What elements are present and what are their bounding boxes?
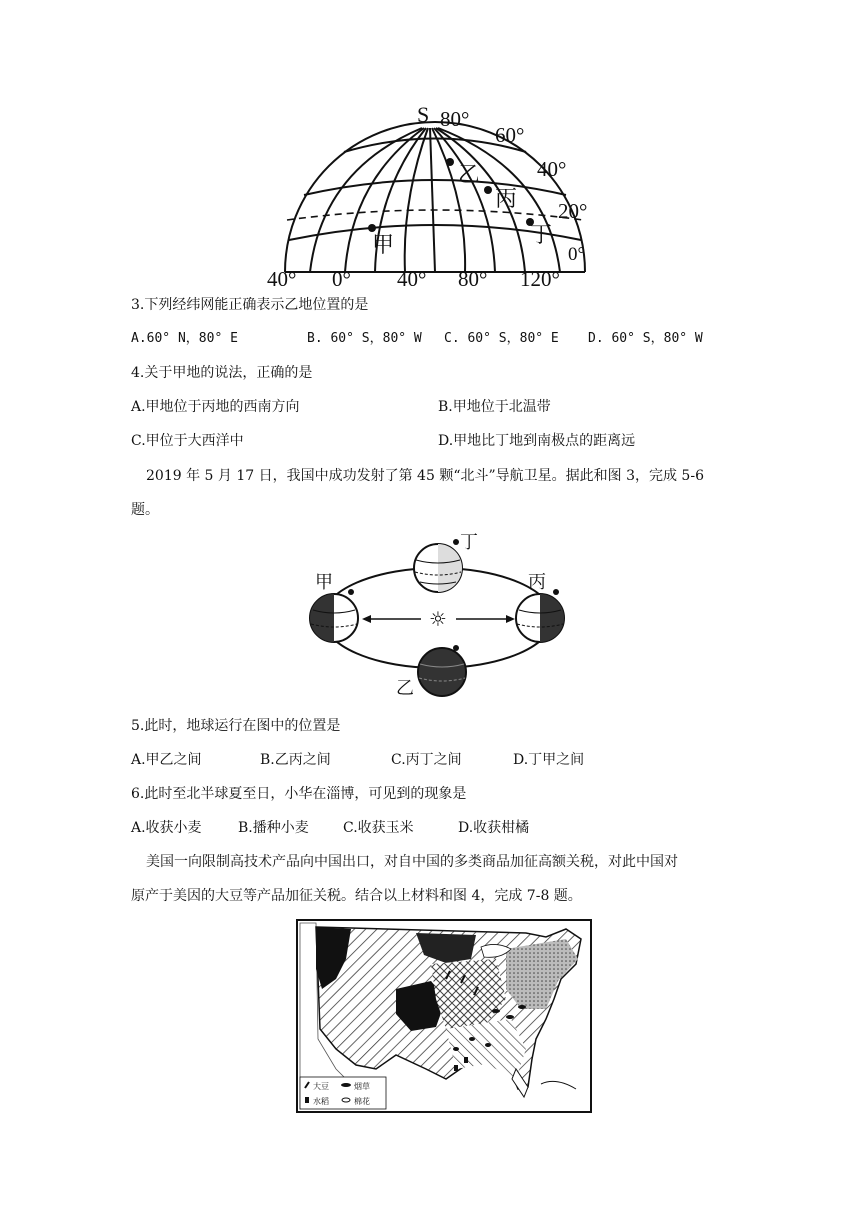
map-legend bbox=[300, 1077, 386, 1109]
label-yi: 乙 bbox=[458, 162, 481, 187]
label-yi: 乙 bbox=[396, 678, 414, 699]
tobacco-icon bbox=[506, 1015, 514, 1019]
graticule-diagram bbox=[262, 100, 602, 290]
q4-option-a: A.甲地位于丙地的西南方向 bbox=[131, 399, 300, 415]
label-lat80: 80° bbox=[440, 107, 470, 131]
label-lat0: 0° bbox=[568, 244, 586, 265]
intro78-line1: 美国一向限制高技术产品向中国出口，对自中国的多类商品加征高额关税，对此中国对 bbox=[146, 854, 678, 870]
meridian-line bbox=[430, 128, 435, 272]
intro56-line2: 题。 bbox=[131, 502, 159, 518]
earth-ding bbox=[414, 539, 462, 592]
label-lat20: 20° bbox=[558, 199, 588, 223]
q6-option-b: B.播种小麦 bbox=[238, 820, 309, 836]
q4-option-d: D.甲地比丁地到南极点的距离远 bbox=[438, 433, 636, 449]
point-yi bbox=[446, 158, 454, 166]
lon-label: 0° bbox=[332, 267, 351, 290]
q4-option-c: C.甲位于大西洋中 bbox=[131, 433, 244, 449]
q6-option-a: A.收获小麦 bbox=[131, 820, 202, 836]
sun-icon: ☼ bbox=[429, 607, 447, 631]
q3-option-c: C. 60° S，80° E bbox=[444, 331, 559, 346]
intro78-line2: 原产于美因的大豆等产品加征关税。结合以上材料和图 4，完成 7-8 题。 bbox=[131, 888, 582, 904]
legend-cotton: 棉花 bbox=[354, 1097, 370, 1106]
label-lat60: 60° bbox=[495, 123, 525, 147]
lon-label: 40° bbox=[397, 267, 427, 290]
figure-orbit bbox=[296, 530, 568, 700]
lon-label: 80° bbox=[458, 267, 488, 290]
label-bing: 丙 bbox=[528, 572, 546, 593]
label-lat40: 40° bbox=[537, 157, 567, 181]
label-jia: 甲 bbox=[315, 572, 333, 593]
q3-option-a: A.60° N，80° E bbox=[131, 331, 238, 346]
label-ding: 丁 bbox=[460, 532, 478, 553]
rice-icon bbox=[454, 1065, 458, 1071]
earth-yi bbox=[418, 645, 466, 696]
legend-rice-icon bbox=[305, 1097, 309, 1103]
tobacco-icon bbox=[518, 1005, 526, 1009]
legend-tobacco: 烟草 bbox=[354, 1082, 370, 1091]
meridian-line bbox=[432, 128, 465, 272]
rice-icon bbox=[464, 1057, 468, 1063]
q5-option-c: C.丙丁之间 bbox=[391, 752, 462, 768]
q3-option-b: B. 60° S，80° W bbox=[307, 331, 422, 346]
arrowhead-left bbox=[362, 615, 371, 623]
q4-option-b: B.甲地位于北温带 bbox=[438, 399, 551, 415]
figure-graticule bbox=[262, 100, 602, 290]
us-crop-map bbox=[296, 919, 592, 1113]
figure-us-crop-map bbox=[296, 919, 592, 1113]
q3-stem: 3.下列经纬网能正确表示乙地位置的是 bbox=[131, 297, 369, 313]
cotton-icon bbox=[453, 1047, 459, 1051]
intro56-line1: 2019 年 5 月 17 日，我国中成功发射了第 45 颗“北斗”导航卫星。据此和图 3，完成 5-6 bbox=[146, 468, 704, 484]
q5-option-a: A.甲乙之间 bbox=[131, 752, 202, 768]
q5-stem: 5.此时，地球运行在图中的位置是 bbox=[131, 718, 341, 734]
tobacco-icon bbox=[492, 1009, 500, 1013]
earth-bing bbox=[516, 589, 564, 642]
meridian-line bbox=[405, 128, 428, 272]
orbit-diagram bbox=[296, 530, 568, 700]
q5-option-b: B.乙丙之间 bbox=[260, 752, 331, 768]
label-jia: 甲 bbox=[372, 232, 395, 257]
point-jia bbox=[368, 224, 376, 232]
dashed-parallel bbox=[287, 210, 583, 220]
cotton-icon bbox=[469, 1037, 475, 1041]
q5-option-d: D.丁甲之间 bbox=[513, 752, 585, 768]
label-s: S bbox=[417, 102, 430, 127]
q3-option-d: D. 60° S，80° W bbox=[588, 331, 703, 346]
earth-jia bbox=[310, 589, 358, 642]
cotton-icon bbox=[485, 1043, 491, 1047]
q6-option-d: D.收获柑橘 bbox=[458, 820, 530, 836]
arrowhead-right bbox=[506, 615, 515, 623]
q6-stem: 6.此时至北半球夏至日，小华在淄博，可见到的现象是 bbox=[131, 786, 467, 802]
lon-label: 40° bbox=[267, 267, 297, 290]
q4-stem: 4.关于甲地的说法，正确的是 bbox=[131, 365, 313, 381]
point-bing bbox=[484, 186, 492, 194]
legend-soybean: 大豆 bbox=[313, 1082, 329, 1091]
q6-option-c: C.收获玉米 bbox=[343, 820, 414, 836]
label-ding: 丁 bbox=[530, 222, 553, 247]
legend-tobacco-icon bbox=[341, 1083, 351, 1087]
legend-rice: 水稻 bbox=[313, 1097, 329, 1106]
label-bing: 丙 bbox=[495, 186, 518, 211]
lon-label: 120° bbox=[520, 267, 560, 290]
